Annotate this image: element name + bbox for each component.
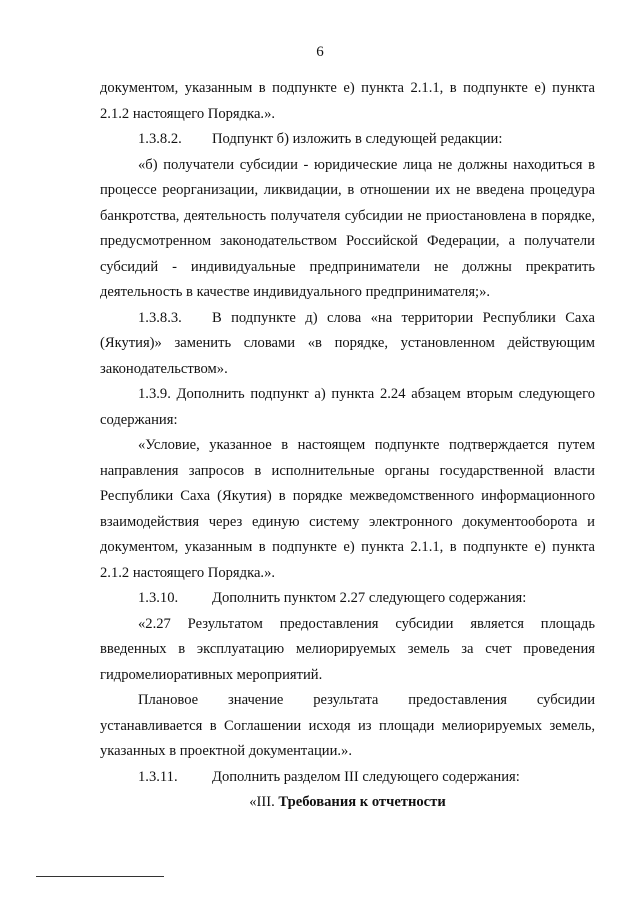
- clause-number: 1.3.11.: [138, 768, 178, 785]
- paragraph-1-3-8-3: [100, 306, 595, 383]
- section-title: Требования к отчетности: [278, 794, 446, 810]
- paragraph-planned-value: Плановое значение результата предоставления субсидии устанавливается в Соглашении исходя из площади мелиорируемых земель, указанных в проектной документации.».: [100, 692, 595, 759]
- clause-text: Дополнить пунктом 2.27 следующего содержания:: [212, 590, 527, 606]
- clause-number: 1.3.10.: [138, 590, 179, 606]
- paragraph-continuation: документом, указанным в подпункте е) пункта 2.1.1, в подпункте е) пункта 2.1.2 настоящего Порядка.».: [100, 80, 595, 122]
- clause-number: 1.3.8.2.: [138, 131, 182, 147]
- paragraph-1-3-9: 1.3.9. Дополнить подпункт а) пункта 2.24 абзацем вторым следующего содержания:: [100, 386, 595, 428]
- section-prefix: «III.: [249, 794, 275, 810]
- paragraph-1-3-10: [100, 586, 595, 612]
- clause-number: 1.3.8.3.: [138, 309, 182, 326]
- document-body: [100, 76, 595, 816]
- footnote-divider: [36, 876, 164, 877]
- paragraph-subclause-b: «б) получатели субсидии - юридические лица не должны находиться в процессе реорганизации, ликвидации, в отношении их не введена процедура банкротства, деятельность получателя субсидии не приостановлена в порядке, предусмотренном законодательством Российской Федерации, а получатели субсидий - индивидуальные предприниматели не должны прекратить деятельность в качестве индивидуального предпринимателя;».: [100, 156, 595, 300]
- section-heading: [100, 790, 595, 816]
- paragraph-condition: «Условие, указанное в настоящем подпункте подтверждается путем направления запросов в исполнительные органы государственной власти Республики Саха (Якутия) в порядке межведомственного информационного взаимодействия через единую систему электронного документооборота и документом, указанным в подпункте е) пункта 2.1.1, в подпункте е) пункта 2.1.2 настоящего Порядка.».: [100, 437, 595, 581]
- clause-text: Подпункт б) изложить в следующей редакции:: [212, 131, 503, 147]
- paragraph-1-3-11: [100, 765, 595, 791]
- clause-text: Дополнить разделом III следующего содержания:: [212, 768, 520, 785]
- paragraph-2-27: «2.27 Результатом предоставления субсидии является площадь введенных в эксплуатацию мелиорируемых земель за счет проведения гидромелиоративных мероприятий.: [100, 615, 595, 683]
- page-number: 6: [316, 44, 324, 60]
- clause-text: В подпункте д) слова «на территории Республики Саха (Якутия)» заменить словами «в порядке, установленном действующим законодательством».: [100, 309, 595, 377]
- paragraph-1-3-8-2: [100, 127, 595, 153]
